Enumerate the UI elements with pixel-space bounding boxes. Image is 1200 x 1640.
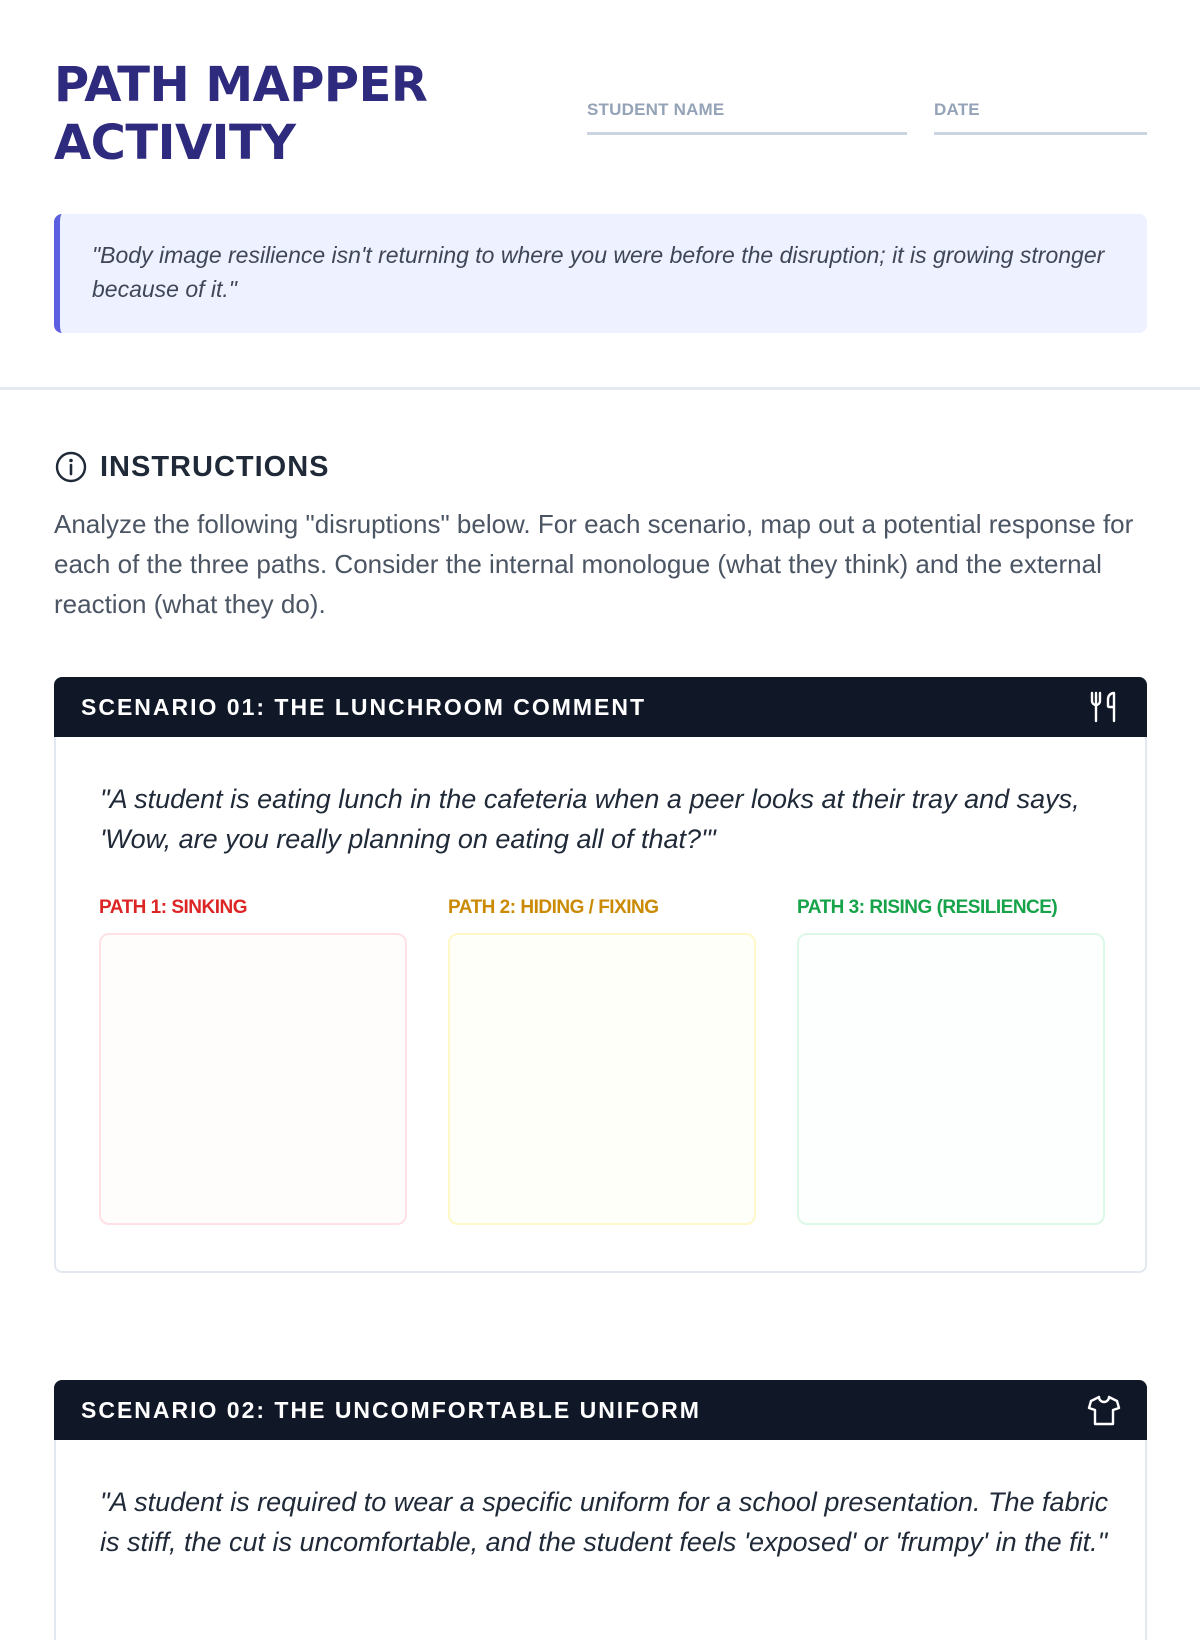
scenario-card (54, 1380, 1147, 1640)
scenario-prompt: "A student is required to wear a specific uniform for a school presentation. The fabric is stiff, the cut is uncomfortable, and the student feels 'exposed' or 'frumpy' in the fit." (100, 1487, 1109, 1557)
student-name-field[interactable] (587, 100, 907, 135)
scenario-card (54, 677, 1147, 1273)
date-field[interactable] (934, 100, 1147, 135)
scenario-title: SCENARIO 02: THE UNCOMFORTABLE UNIFORM (81, 1396, 701, 1423)
instructions-text: Analyze the following "disruptions" below. For each scenario, map out a potential response for each of the three paths. Consider the internal monologue (what they think) and the external reaction (what they do). (54, 509, 1134, 619)
section-divider (0, 387, 1200, 390)
path-1-response-box[interactable] (99, 933, 407, 1225)
info-icon (54, 450, 88, 484)
path-3-response-box[interactable] (797, 933, 1105, 1225)
shirt-icon (1087, 1393, 1121, 1427)
scenario-header (54, 1380, 1147, 1440)
path-2-response-box[interactable] (448, 933, 756, 1225)
instructions-title: INSTRUCTIONS (100, 450, 330, 483)
scenario-header (54, 677, 1147, 737)
student-name-label: STUDENT NAME (587, 100, 725, 119)
scenario-title: SCENARIO 01: THE LUNCHROOM COMMENT (81, 693, 647, 720)
date-label: DATE (934, 100, 980, 119)
scenario-body (54, 1440, 1147, 1640)
page-title: PATH MAPPER ACTIVITY (54, 57, 428, 171)
instructions-heading (54, 450, 330, 484)
path-3-label: PATH 3: RISING (RESILIENCE) (797, 897, 1058, 918)
path-2-label: PATH 2: HIDING / FIXING (448, 897, 659, 918)
path-1-label: PATH 1: SINKING (99, 897, 248, 918)
utensils-icon (1087, 690, 1121, 724)
resilience-quote: "Body image resilience isn't returning to where you were before the disruption; it is growing stronger because of it." (54, 214, 1147, 333)
scenario-body (54, 737, 1147, 1273)
scenario-prompt: "A student is eating lunch in the cafeteria when a peer looks at their tray and says, 'Wow, are you really planning on eating all of that?'" (100, 784, 1080, 854)
